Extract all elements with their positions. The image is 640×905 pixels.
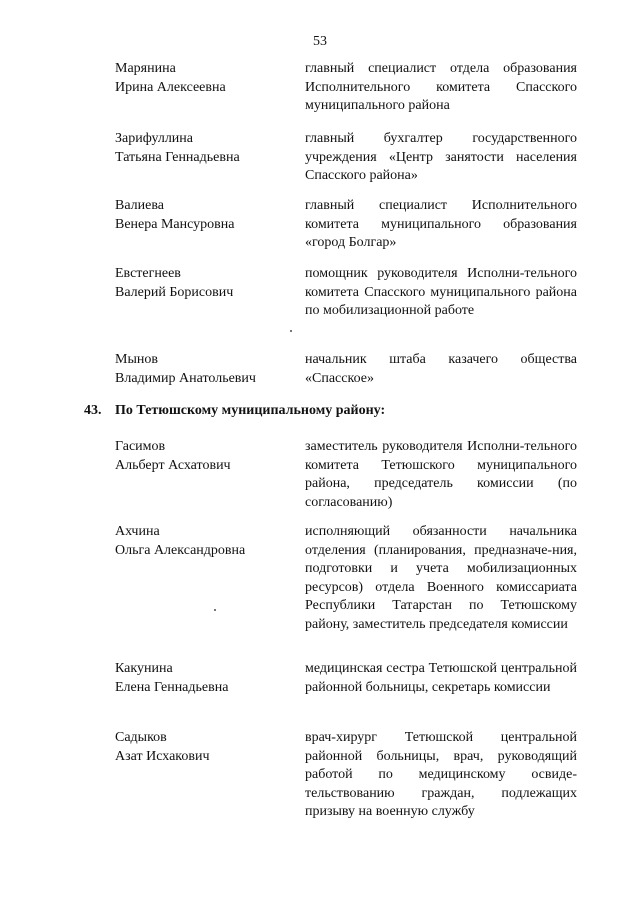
member-surname: Гасимов [115,439,166,454]
member-surname: Ахчина [115,524,160,539]
member-given-names: Владимир Анатольевич [115,370,256,386]
member-given-names: Ольга Александровна [115,542,246,558]
member-given-names: Елена Геннадьевна [115,679,229,695]
member-name [115,130,290,167]
member-given-names: Альберт Асхатович [115,457,231,473]
member-name [115,265,290,302]
member-surname: Зарифуллина [115,131,193,146]
member-position: исполняющий обязанности начальника отделения (планирования, предназначе-ния, подготовки и учета мобилизационных ресурсов) отдела Военного комиссариата Республики Татарстан по Тетюшскому району, заместитель председателя комиссии [305,524,577,632]
member-name [115,523,290,560]
section-number: 43. [84,403,102,418]
member-position: врач-хирург Тетюшской центральной районной больницы, врач, руководящий работой по медицинскому освиде-тельствованию граждан, подлежащих призыву на военную службу [305,730,577,819]
member-name [115,438,290,475]
member-name [115,351,290,388]
member-name [115,60,290,97]
member-given-names: Татьяна Геннадьевна [115,149,240,165]
member-surname: Евстегнеев [115,266,181,281]
scan-speck [214,609,216,611]
member-name [115,197,290,234]
member-given-names: Ирина Алексеевна [115,79,226,95]
member-surname: Какунина [115,661,173,676]
member-position: помощник руководителя Исполни-тельного комитета Спасского муниципального района по мобилизационной работе [305,266,577,318]
member-given-names: Валерий Борисович [115,284,234,300]
member-position: главный специалист Исполнительного комитета муниципального образования «город Болгар» [305,198,577,250]
member-name [115,660,290,697]
member-position: заместитель руководителя Исполни-тельного комитета Тетюшского муниципального района, председатель комиссии (по согласованию) [305,439,577,510]
section-heading [84,403,385,419]
member-surname: Марянина [115,61,176,76]
member-position: начальник штаба казачего общества «Спасское» [305,352,577,386]
member-position: главный бухгалтер государственного учреждения «Центр занятости населения Спасского района» [305,131,577,183]
section-title: По Тетюшскому муниципальному району: [115,403,386,418]
page-number: 53 [313,34,327,49]
member-position: главный специалист отдела образования Исполнительного комитета Спасского муниципального района [305,61,577,113]
scan-speck [290,330,292,332]
member-given-names: Азат Исхакович [115,748,210,764]
member-surname: Садыков [115,730,167,745]
member-surname: Валиева [115,198,165,213]
member-name [115,729,290,766]
member-given-names: Венера Мансуровна [115,216,235,232]
member-position: медицинская сестра Тетюшской центральной районной больницы, секретарь комиссии [305,661,577,695]
member-surname: Мынов [115,352,158,367]
